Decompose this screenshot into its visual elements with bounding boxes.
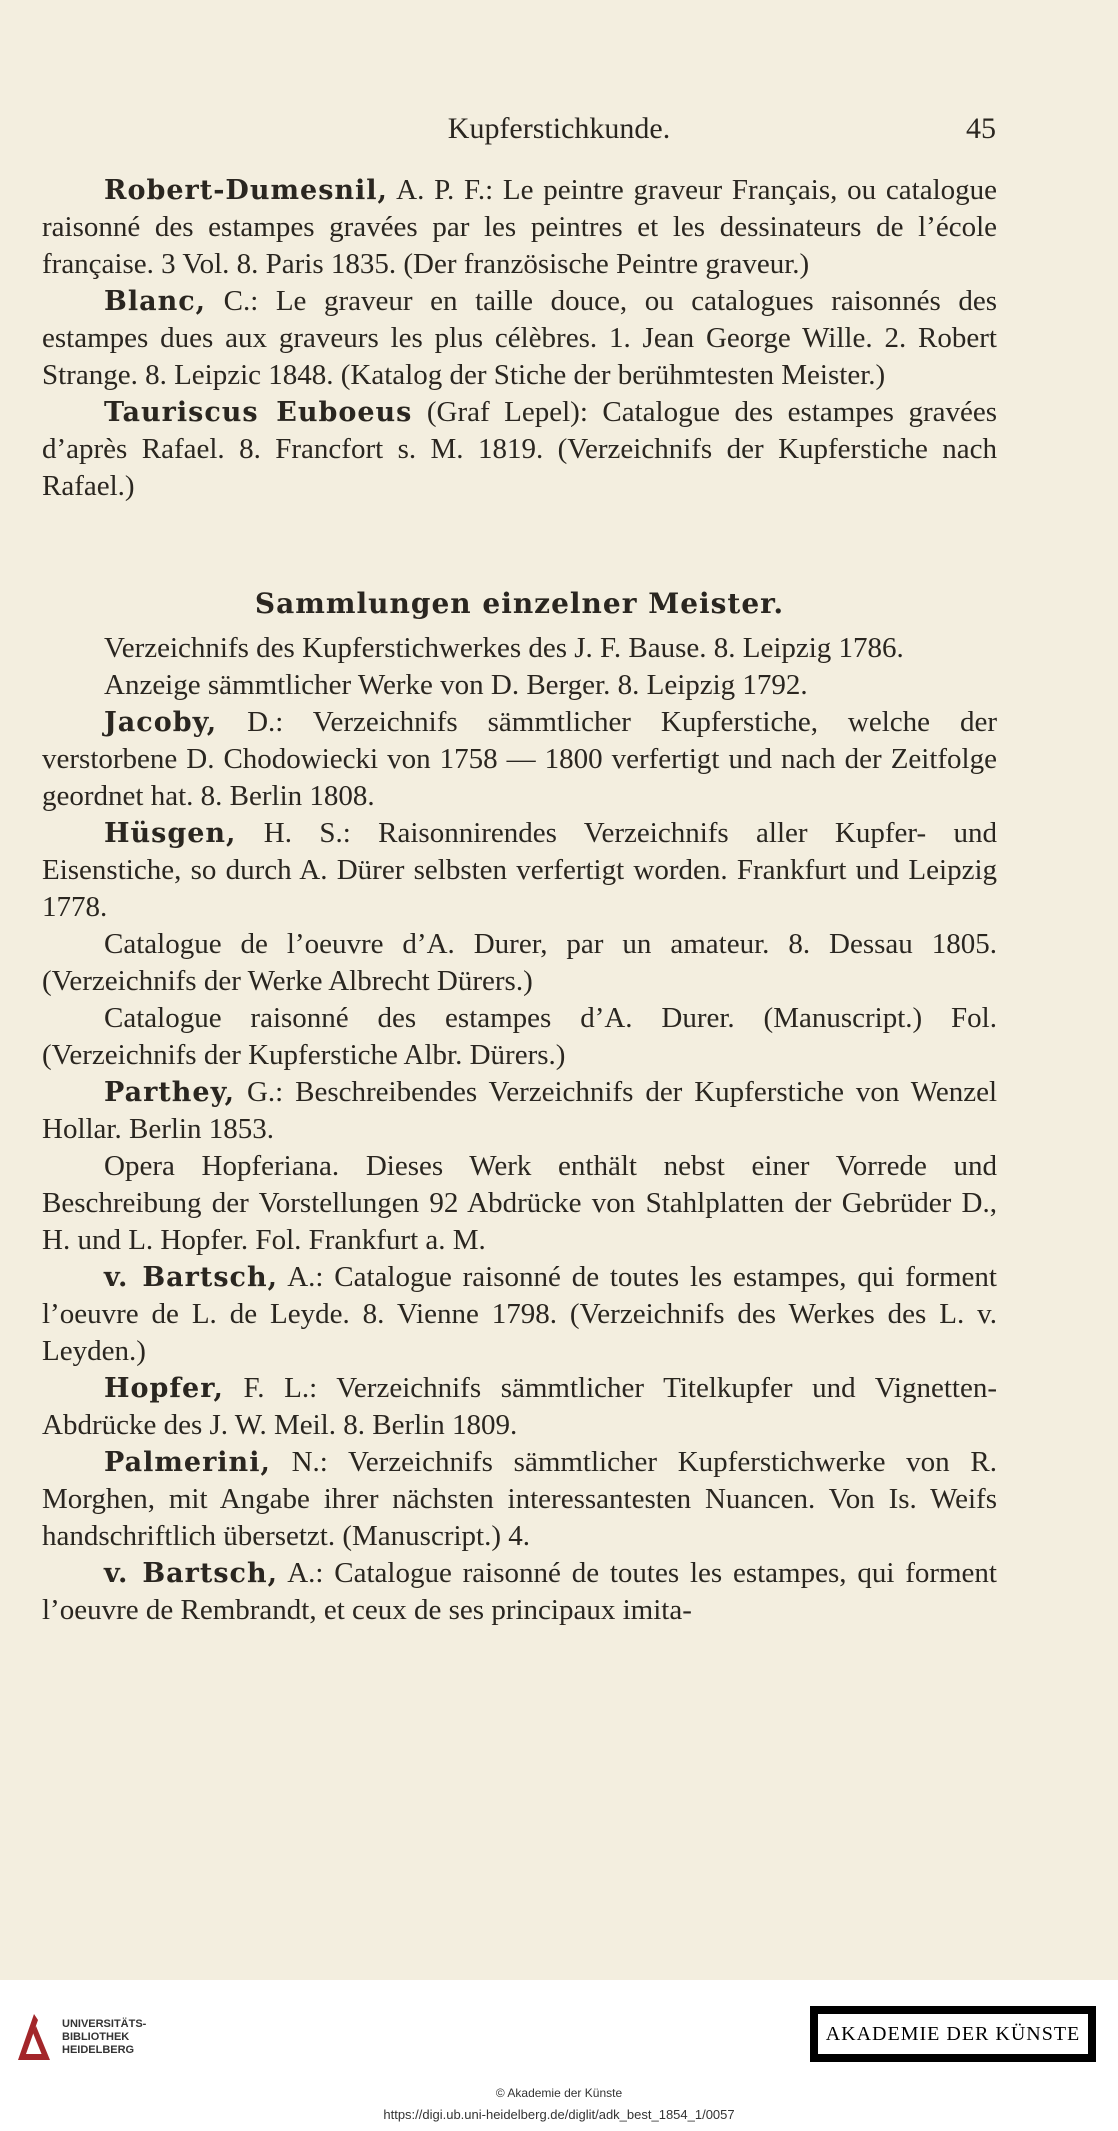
entry-text: G.: Beschreibendes Verzeichnifs der Kupferstiche von Wenzel Hollar. Berlin 1853.	[42, 1076, 997, 1145]
bibliography-entry	[42, 1259, 997, 1370]
author-name: Hüsgen,	[104, 818, 237, 849]
akademie-label: AKADEMIE DER KÜNSTE	[818, 2014, 1088, 2054]
entry-text: Anzeige sämmtlicher Werke von D. Berger. 8. Leipzig 1792.	[104, 669, 808, 701]
section-heading: Sammlungen einzelner Meister.	[254, 587, 785, 620]
entry-text: N.: Verzeichnifs sämmtlicher Kupferstichwerke von R. Morghen, mit Angabe ihrer nächsten interessantesten Nuancen. Von Is. Weifs handschriftlich übersetzt. (Manuscript.) 4.	[42, 1446, 997, 1552]
akademie-logo[interactable]	[810, 2006, 1096, 2062]
library-seal-icon	[14, 2006, 54, 2066]
author-name: Robert-Dumesnil,	[104, 175, 388, 206]
page-number: 45	[966, 112, 996, 145]
permalink-url[interactable]: https://digi.ub.uni-heidelberg.de/diglit/adk_best_1854_1/0057	[383, 2107, 735, 2122]
author-name: Palmerini,	[104, 1447, 271, 1478]
entry-text: Catalogue de l’oeuvre d’A. Durer, par un amateur. 8. Dessau 1805. (Verzeichnifs der Werke Albrecht Dürers.)	[42, 928, 997, 997]
library-logo[interactable]	[14, 2006, 164, 2066]
bibliography-entry	[42, 667, 997, 704]
author-name: Tauriscus Euboeus	[104, 397, 413, 428]
entry-text: D.: Verzeichnifs sämmtlicher Kupferstiche, welche der verstorbene D. Chodowiecki von 1758 — 1800 verfertigt und nach der Zeitfolge geordnet hat. 8. Berlin 1808.	[42, 706, 997, 812]
running-head-title: Kupferstichkunde.	[447, 112, 671, 145]
entries-bottom-list	[42, 630, 997, 1629]
entry-text: Verzeichnifs des Kupferstichwerkes des J. F. Bause. 8. Leipzig 1786.	[104, 632, 904, 664]
bibliography-entry	[42, 172, 997, 283]
entry-text: C.: Le graveur en taille douce, ou catalogues raisonnés des estampes dues aux graveurs les plus célèbres. 1. Jean George Wille. 2. Robert Strange. 8. Leipzic 1848. (Katalog der Stiche der berühmtesten Meister.)	[42, 285, 997, 391]
bibliography-entry	[42, 1000, 997, 1074]
bibliography-entry	[42, 283, 997, 394]
entries-top-list	[42, 172, 997, 505]
entry-text: F. L.: Verzeichnifs sämmtlicher Titelkupfer und Vignetten-Abdrücke des J. W. Meil. 8. Berlin 1809.	[42, 1372, 997, 1441]
author-name: v. Bartsch,	[104, 1558, 279, 1589]
author-name: v. Bartsch,	[104, 1262, 279, 1293]
library-logo-text	[62, 2018, 146, 2057]
author-name: Blanc,	[104, 286, 207, 317]
bibliography-entry	[42, 1148, 997, 1259]
copyright-notice: © Akademie der Künste	[495, 2086, 623, 2100]
entry-text: A.: Catalogue raisonné de toutes les estampes, qui forment l’oeuvre de L. de Leyde. 8. Vienne 1798. (Verzeichnifs des Werkes des L. v. Leyden.)	[42, 1261, 997, 1367]
library-logo-line: BIBLIOTHEK	[62, 2031, 130, 2043]
author-name: Hopfer,	[104, 1373, 224, 1404]
entry-text: A.: Catalogue raisonné de toutes les estampes, qui forment l’oeuvre de Rembrandt, et ceux de ses principaux imita-	[42, 1557, 997, 1626]
author-name: Parthey,	[104, 1077, 236, 1108]
bibliography-entry	[42, 815, 997, 926]
bibliography-entry	[42, 394, 997, 505]
bibliography-entry	[42, 1370, 997, 1444]
footer-bar	[0, 1980, 1118, 2131]
entry-text: A. P. F.: Le peintre graveur Français, ou catalogue raisonné des estampes gravées par les peintres et les dessinateurs de l’école française. 3 Vol. 8. Paris 1835. (Der französische Peintre graveur.)	[42, 174, 997, 280]
entry-text: Opera Hopferiana. Dieses Werk enthält nebst einer Vorrede und Beschreibung der Vorstellungen 92 Abdrücke von Stahlplatten der Gebrüder D., H. und L. Hopfer. Fol. Frankfurt a. M.	[42, 1150, 997, 1256]
running-head	[0, 112, 1118, 152]
entry-text: Catalogue raisonné des estampes d’A. Durer. (Manuscript.) Fol. (Verzeichnifs der Kupferstiche Albr. Dürers.)	[42, 1002, 997, 1071]
bibliography-entry	[42, 704, 997, 815]
bibliography-entry	[42, 630, 997, 667]
body-text	[42, 172, 997, 1629]
library-logo-line: HEIDELBERG	[62, 2044, 135, 2056]
bibliography-entry	[42, 1074, 997, 1148]
bibliography-entry	[42, 1555, 997, 1629]
author-name: Jacoby,	[104, 707, 218, 738]
bibliography-entry	[42, 926, 997, 1000]
entry-text: H. S.: Raisonnirendes Verzeichnifs aller Kupfer- und Eisenstiche, so durch A. Dürer selbsten verfertigt worden. Frankfurt und Leipzig 1778.	[42, 817, 997, 923]
library-logo-line: UNIVERSITÄTS-	[62, 2018, 147, 2030]
entry-text: (Graf Lepel): Catalogue des estampes gravées d’après Rafael. 8. Francfort s. M. 1819. (Verzeichnifs der Kupferstiche nach Rafael.)	[42, 396, 998, 502]
bibliography-entry	[42, 1444, 997, 1555]
